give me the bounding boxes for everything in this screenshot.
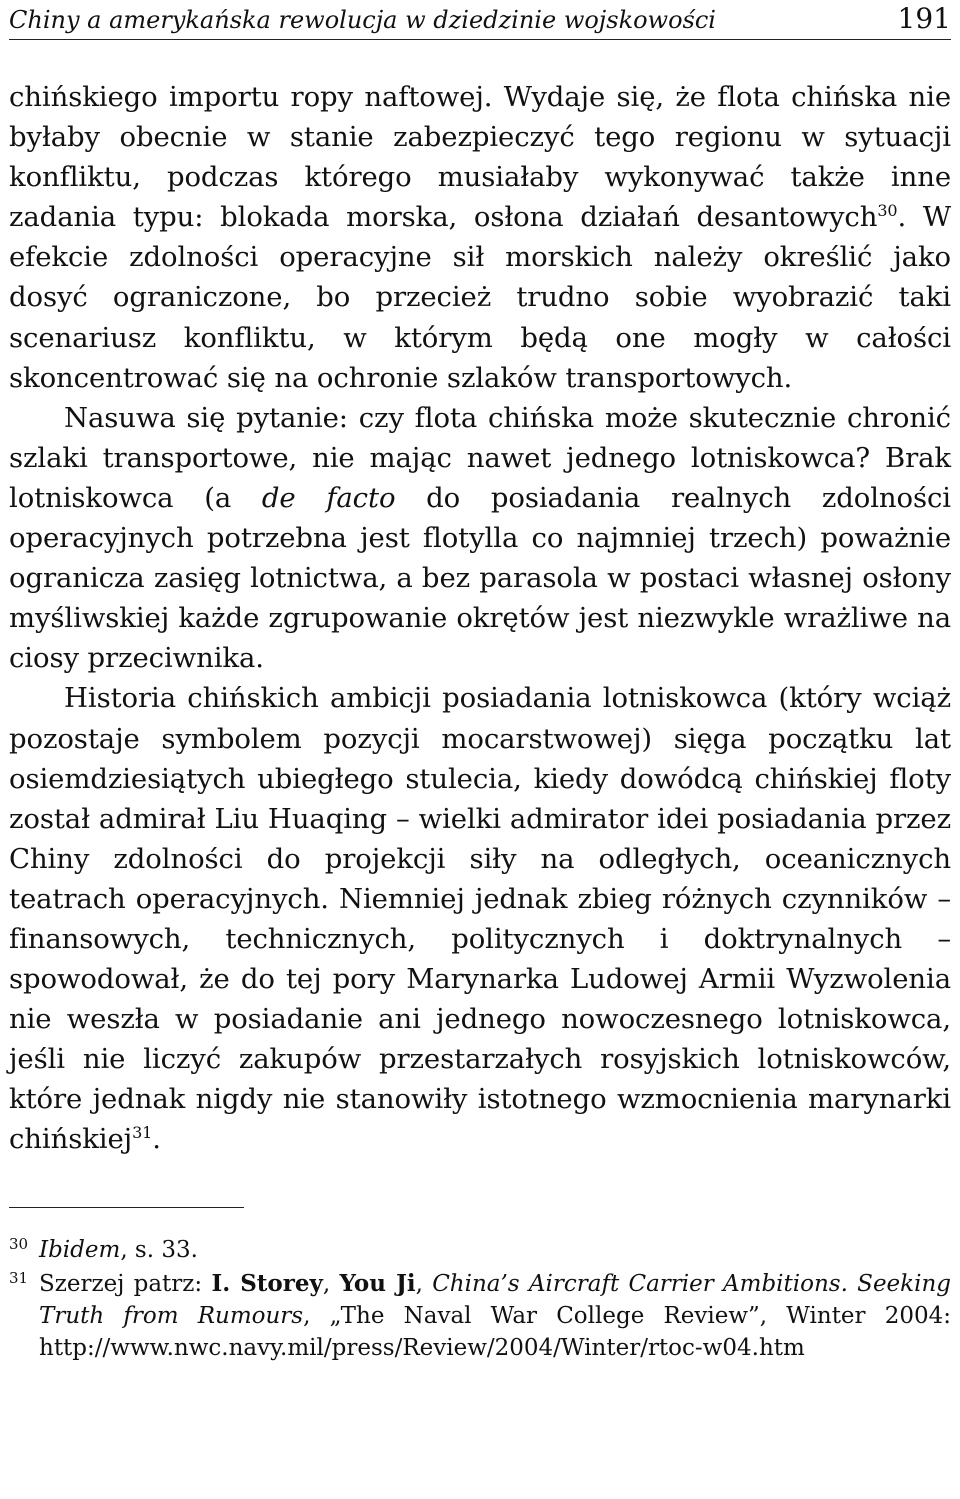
footnote-separator: , — [415, 1270, 433, 1297]
footnote-author-1: I. Storey — [211, 1269, 323, 1297]
footnote-text — [39, 1234, 951, 1266]
paragraph-3 — [9, 678, 951, 1159]
page-number: 191 — [897, 2, 951, 35]
footnote-source[interactable]: , „The Naval War College Review”, Winter 2004: http://www.nwc.navy.mil/press/Review/2004/Winter/rtoc-w04.htm — [39, 1302, 951, 1361]
footnote-book-title: China’s Aircraft Carrier Ambitions. Seeking Truth from Rumours — [39, 1270, 951, 1329]
paragraph-3-text-b: . — [152, 1123, 161, 1156]
footnote-number: 31 — [9, 1268, 29, 1287]
paragraph-1-text-b: . W efekcie zdolności operacyjne sił morskich należy określić jako dosyć ograniczone, bo przecież trudno sobie wyobrazić taki scenariusz konfliktu, w którym będą one mogły w całości skoncentrować się na ochronie szlaków transportowych. — [9, 201, 952, 394]
body-text — [9, 77, 951, 1160]
footnote-italic: Ibidem — [39, 1236, 121, 1263]
paragraph-1 — [9, 77, 951, 398]
footnote-lead: Szerzej patrz: — [39, 1270, 212, 1297]
footnote-31 — [9, 1268, 951, 1364]
paragraph-2-text-a: Nasuwa się pytanie: czy flota chińska może skutecznie chronić szlaki transportowe, nie mając nawet jednego lotniskowca? Brak lotniskowca (a — [9, 401, 951, 514]
paragraph-1-text-a: chińskiego importu ropy naftowej. Wydaje się, że flota chińska nie byłaby obecnie w stanie zabezpieczyć tego regionu w sytuacji konfliktu, podczas którego musiałaby wykonywać także inne zadania typu: blokada morska, osłona działań desantowych — [9, 81, 951, 234]
paragraph-3-text-a: Historia chińskich ambicji posiadania lotniskowca (który wciąż pozostaje symbolem pozycji mocarstwowej) sięga początku lat osiemdziesiątych ubiegłego stulecia, kiedy dowódcą chińskiej floty został admirał Liu Huaqing – wielki admirator idei posiadania przez Chiny zdolności do projekcji siły na odległych, oceanicznych teatrach operacyjnych. Niemniej jednak zbieg różnych czynników – finansowych, technicznych, politycznych i doktrynalnych – spowodował, że do tej pory Marynarka Ludowej Armii Wyzwolenia nie weszła w posiadanie ani jednego nowoczesnego lotniskowca, jeśli nie liczyć zakupów przestarzałych rosyjskich lotniskowców, które jednak nigdy nie stanowiły istotnego wzmocnienia marynarki chińskiej — [9, 682, 951, 1156]
running-header — [9, 0, 951, 40]
paragraph-2 — [9, 398, 951, 679]
footnote-number: 30 — [9, 1234, 29, 1253]
footnote-separator: , — [322, 1270, 340, 1297]
footnote-ref-31[interactable]: 31 — [132, 1123, 153, 1143]
footnote-ref-30[interactable]: 30 — [877, 201, 898, 221]
paragraph-2-italic: de facto — [261, 481, 396, 514]
footnote-text — [39, 1268, 951, 1364]
footnote-rest: , s. 33. — [120, 1236, 198, 1263]
paragraph-2-text-b: do posiadania realnych zdolności operacyjnych potrzebna jest flotylla co najmniej trzech) poważnie ogranicza zasięg lotnictwa, a bez parasola w postaci własnej osłony myśliwskiej każde zgrupowanie okrętów jest niezwykle wrażliwe na ciosy przeciwnika. — [9, 481, 951, 675]
footnote-divider — [9, 1207, 244, 1208]
footnotes — [9, 1234, 951, 1364]
footnote-author-2: You Ji — [339, 1269, 416, 1297]
footnote-30 — [9, 1234, 951, 1266]
running-title: Chiny a amerykańska rewolucja w dziedzinie wojskowości — [9, 6, 716, 34]
